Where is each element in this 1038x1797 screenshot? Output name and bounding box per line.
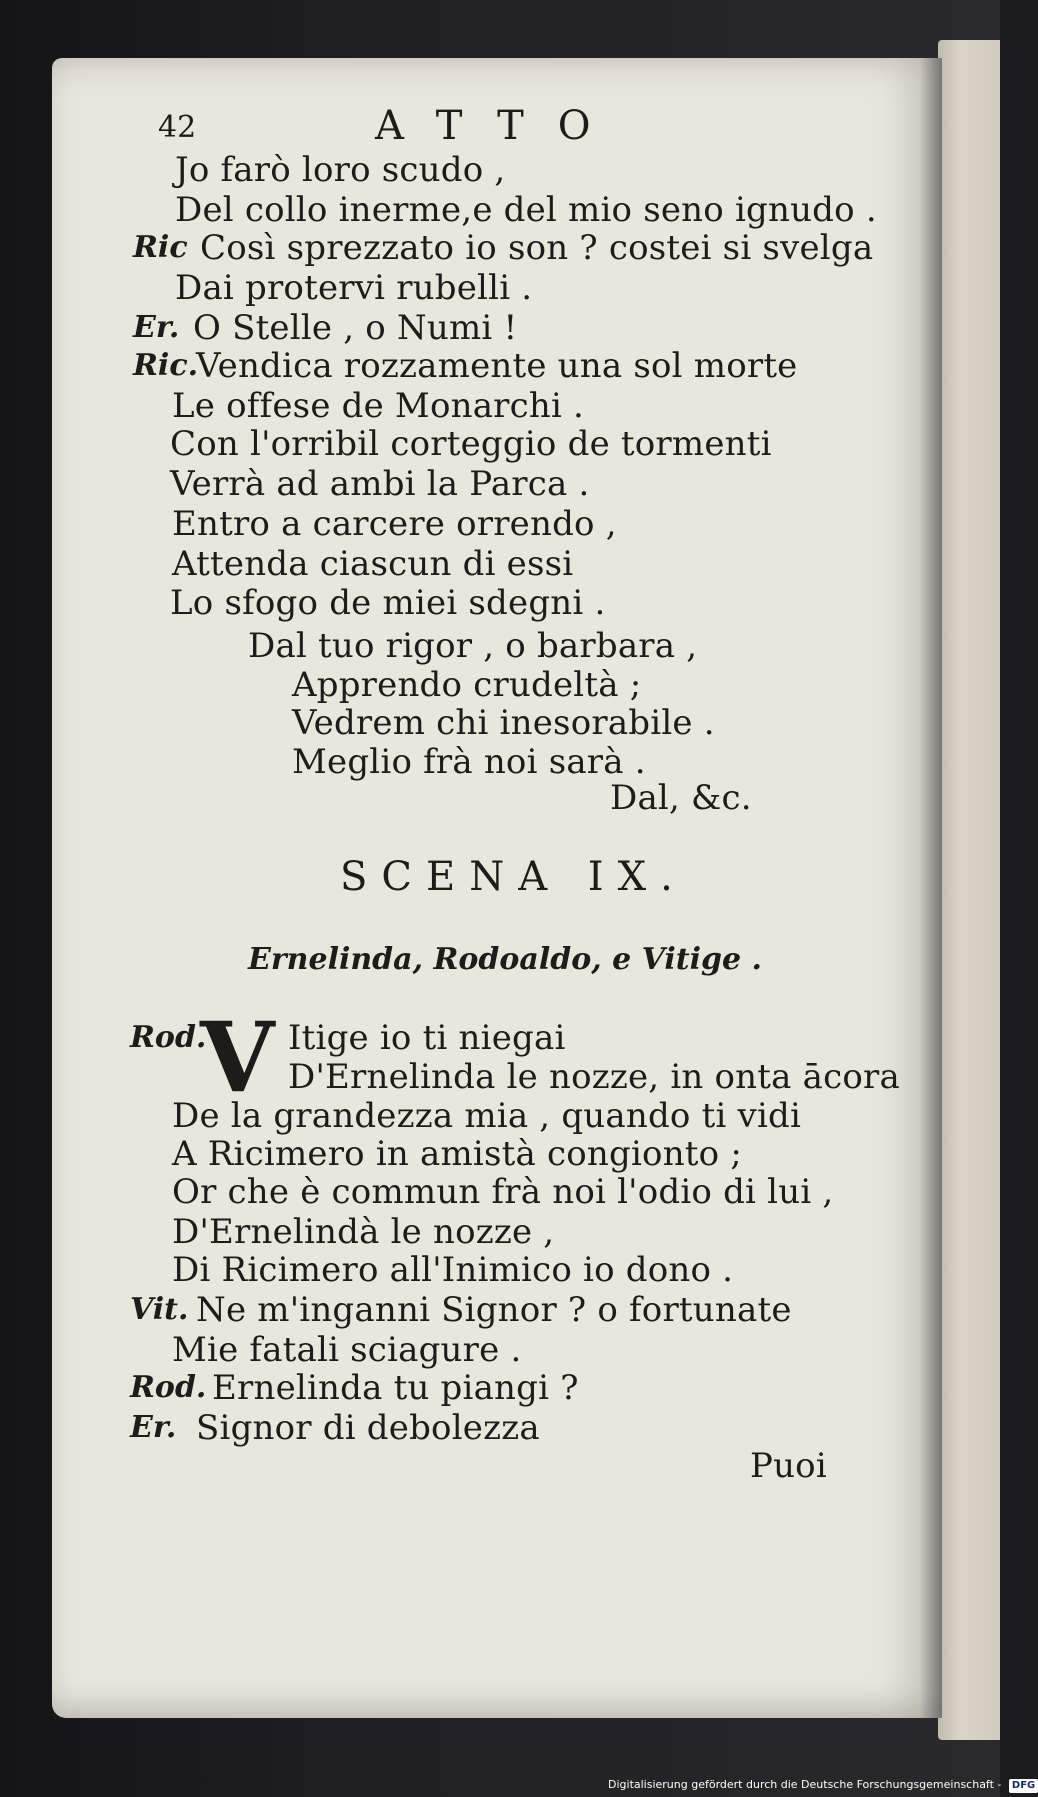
speaker-label: Ric	[133, 230, 188, 265]
verse-line: Verrà ad ambi la Parca .	[170, 464, 590, 504]
verse-line: Entro a carcere orrendo ,	[172, 504, 617, 544]
verse-line: Or che è commun frà noi l'odio di lui ,	[172, 1172, 834, 1212]
verse-line: Ne m'inganni Signor ? o fortunate	[196, 1290, 792, 1330]
verse-line: De la grandezza mia , quando ti vidi	[172, 1096, 802, 1136]
speaker-label: Rod.	[130, 1370, 207, 1405]
verse-line: Signor di debolezza	[196, 1408, 540, 1448]
aria-line: Meglio frà noi sarà .	[292, 742, 646, 782]
verse-line: Itige io ti niegai	[288, 1018, 566, 1058]
verse-line: Con l'orribil corteggio de tormenti	[170, 424, 772, 464]
speaker-label: Rod.	[130, 1020, 207, 1055]
dfg-logo: DFG	[1009, 1779, 1038, 1793]
verse-line: Del collo inerme,e del mio seno ignudo .	[175, 190, 877, 230]
speaker-label: Ric.	[133, 348, 199, 383]
speaker-label: Er.	[133, 310, 180, 345]
running-title: ATTO	[375, 103, 625, 149]
verse-line: Di Ricimero all'Inimico io dono .	[172, 1250, 734, 1290]
page-number: 42	[158, 110, 197, 145]
aria-line: Dal tuo rigor , o barbara ,	[248, 626, 698, 666]
verse-line: Ernelinda tu piangi ?	[212, 1368, 579, 1408]
speaker-label: Er.	[130, 1410, 177, 1445]
verse-line: Le offese de Monarchi .	[172, 386, 585, 426]
aria-line: Vedrem chi inesorabile .	[292, 703, 715, 743]
digitization-credit	[608, 1778, 1038, 1793]
verse-line: Lo sfogo de miei sdegni .	[170, 583, 606, 623]
verse-line: Mie fatali sciagure .	[172, 1330, 522, 1370]
credit-text: Digitalisierung gefördert durch die Deutsche Forschungsgemeinschaft -	[608, 1778, 1002, 1791]
aria-line: Apprendo crudeltà ;	[292, 665, 642, 705]
verse-line: Jo farò loro scudo ,	[175, 150, 506, 190]
verse-line: D'Ernelinda le nozze, in onta ācora	[288, 1057, 900, 1097]
scene-characters: Ernelinda, Rodoaldo, e Vitige .	[248, 942, 762, 977]
verse-line: D'Ernelindà le nozze ,	[172, 1212, 555, 1252]
drop-capital: V	[200, 1001, 275, 1114]
scene-heading: SCENA IX.	[340, 854, 687, 900]
verse-line: Attenda ciascun di essi	[172, 544, 574, 584]
verse-line: Vendica rozzamente una sol morte	[196, 346, 798, 386]
aria-end: Dal, &c.	[610, 778, 752, 818]
verse-line: A Ricimero in amistà congionto ;	[172, 1134, 743, 1174]
verse-line: Così sprezzato io son ? costei si svelga	[200, 228, 874, 268]
verse-line: O Stelle , o Numi !	[193, 308, 518, 348]
verse-line: Dai protervi rubelli .	[175, 268, 533, 308]
catchword: Puoi	[750, 1446, 827, 1486]
speaker-label: Vit.	[130, 1292, 189, 1327]
